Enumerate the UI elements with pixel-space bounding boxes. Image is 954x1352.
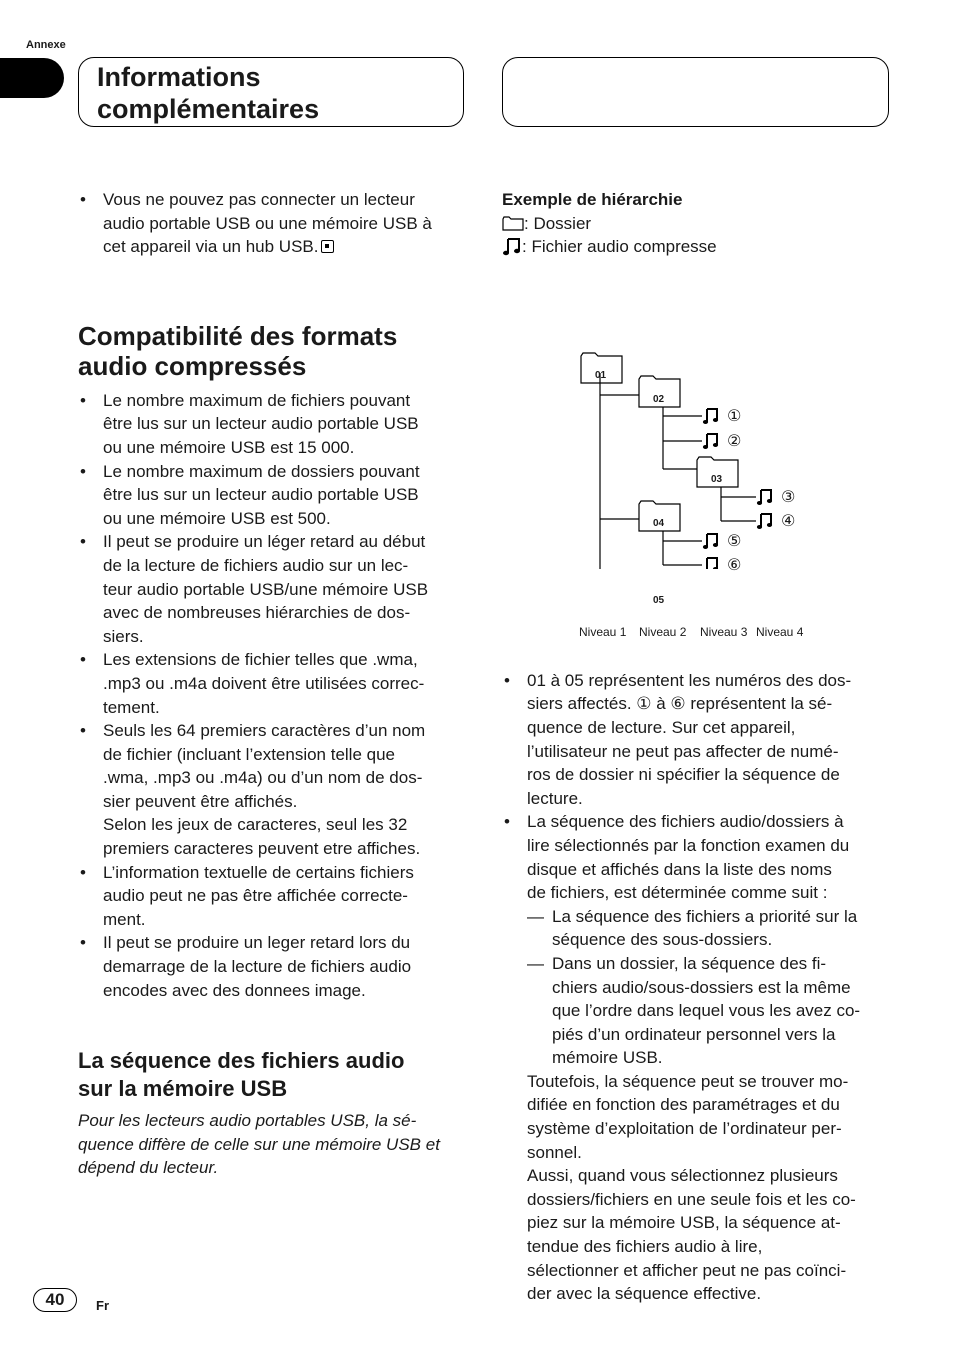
stop-icon — [321, 240, 334, 253]
section-title-sequence: La séquence des fichiers audio sur la mémoire USB — [78, 1048, 405, 1102]
file-number: ④ — [781, 512, 796, 530]
right-column — [502, 188, 892, 1306]
chapter-header-box — [78, 57, 464, 127]
level-label: Niveau 4 — [756, 624, 804, 639]
example-title: Exemple de hiérarchie — [502, 190, 683, 209]
section-title-compatibility: Compatibilité des formats audio compressés — [78, 320, 398, 381]
language-code: Fr — [96, 1298, 109, 1313]
music-note-icon — [502, 236, 522, 256]
hierarchy-notes-list — [502, 669, 892, 1306]
hierarchy-diagram — [502, 269, 892, 639]
legend-file: : Fichier audio compresse — [502, 235, 892, 259]
folder-label: 05 — [653, 594, 665, 606]
file-number: ⑤ — [727, 532, 742, 550]
list-item: • La séquence des fichiers audio/dossiers à lire sélectionnés par la fonction examen du disque et affichés dans la liste des noms de fichiers, est déterminée comme suit : — La séquence des fichiers a priorité sur la séquence des sous-dossiers. — Dans un dossier, la séquence des fi- chiers audio/sous-dossiers est la même que l’ordre dans lequel vous les avez co- piés d’un ordinateur personnel vers la mémoire USB. Toutefois, la séquence peut se trouver mo- difiée en fonction des paramétrages et du système d’exploitation de l’ordinateur per- sonnel. Aussi, quand vous sélectionnez plusieurs dossiers/fichiers en une seule fois et les co- piez sur la mémoire USB, la séquence at- tendue des fichiers audio à lire, sélectionner et afficher peut ne pas coïnci- der avec la séquence effective. — [502, 810, 892, 1305]
dash-item: — La séquence des fichiers a priorité sur la séquence des sous-dossiers. — [527, 906, 858, 950]
level-label: Niveau 3 — [700, 624, 748, 639]
list-item: • Seuls les 64 premiers caractères d’un nom de fichier (incluant l’extension telle que .wma, .mp3 ou .m4a) ou d’un nom de dos- sier peuvent être affichés. Selon les jeux de caracteres, seul les 32 premiers caracteres peuvent etre affiches. — [78, 719, 464, 861]
intro-list — [78, 188, 464, 259]
file-number: ① — [727, 407, 742, 425]
list-item: • Il peut se produire un léger retard au début de la lecture de fichiers audio sur un lec- teur audio portable USB/une mémoire USB avec de nombreuses hiérarchies de dos- siers. — [78, 530, 464, 648]
folder-icon — [502, 216, 524, 231]
file-number: ⑥ — [727, 556, 742, 574]
list-item: • Vous ne pouvez pas connecter un lecteur audio portable USB ou une mémoire USB à cet appareil via un hub USB. — [78, 188, 464, 259]
list-item: • L’information textuelle de certains fichiers audio peut ne pas être affichée correcte- ment. — [78, 861, 464, 932]
folder-label: 02 — [653, 393, 665, 405]
file-number: ③ — [781, 488, 796, 506]
chapter-title: Informations complémentaires — [97, 62, 320, 124]
folder-label: 04 — [653, 517, 665, 529]
hierarchy-lines — [502, 269, 892, 569]
page-number: 40 — [33, 1288, 77, 1312]
folder-label: 01 — [595, 369, 607, 381]
folder-label: 03 — [711, 473, 723, 485]
level-label: Niveau 2 — [639, 624, 687, 639]
list-item: • Le nombre maximum de dossiers pouvant être lus sur un lecteur audio portable USB ou une mémoire USB est 500. — [78, 460, 464, 531]
file-number: ② — [727, 432, 742, 450]
left-column — [78, 188, 464, 1180]
empty-header-box — [502, 57, 889, 127]
sequence-note: Pour les lecteurs audio portables USB, la sé- quence diffère de celle sur une mémoire USB et dépend du lecteur. — [78, 1111, 440, 1178]
section-tab-marker — [0, 58, 64, 98]
level-label: Niveau 1 — [579, 624, 627, 639]
section-label: Annexe — [26, 39, 66, 51]
list-item: • Il peut se produire un leger retard lors du demarrage de la lecture de fichiers audio encodes avec des donnees image. — [78, 931, 464, 1002]
dash-item: — Dans un dossier, la séquence des fi- chiers audio/sous-dossiers est la même que l’ordre dans lequel vous les avez co- piés d’un ordinateur personnel vers la mémoire USB. — [527, 953, 861, 1068]
list-item: • Le nombre maximum de fichiers pouvant être lus sur un lecteur audio portable USB ou une mémoire USB est 15 000. — [78, 389, 464, 460]
list-item: • Les extensions de fichier telles que .wma, .mp3 ou .m4a doivent être utilisées correc- tement. — [78, 648, 464, 719]
legend-folder: : Dossier — [502, 212, 892, 236]
compatibility-list — [78, 389, 464, 1002]
list-item: • 01 à 05 représentent les numéros des dos- siers affectés. ① à ⑥ représentent la sé- quence de lecture. Sur cet appareil, l’utilisateur ne peut pas affecter de numé- ros de dossier ni spécifier la séquence de lecture. — [502, 669, 892, 811]
